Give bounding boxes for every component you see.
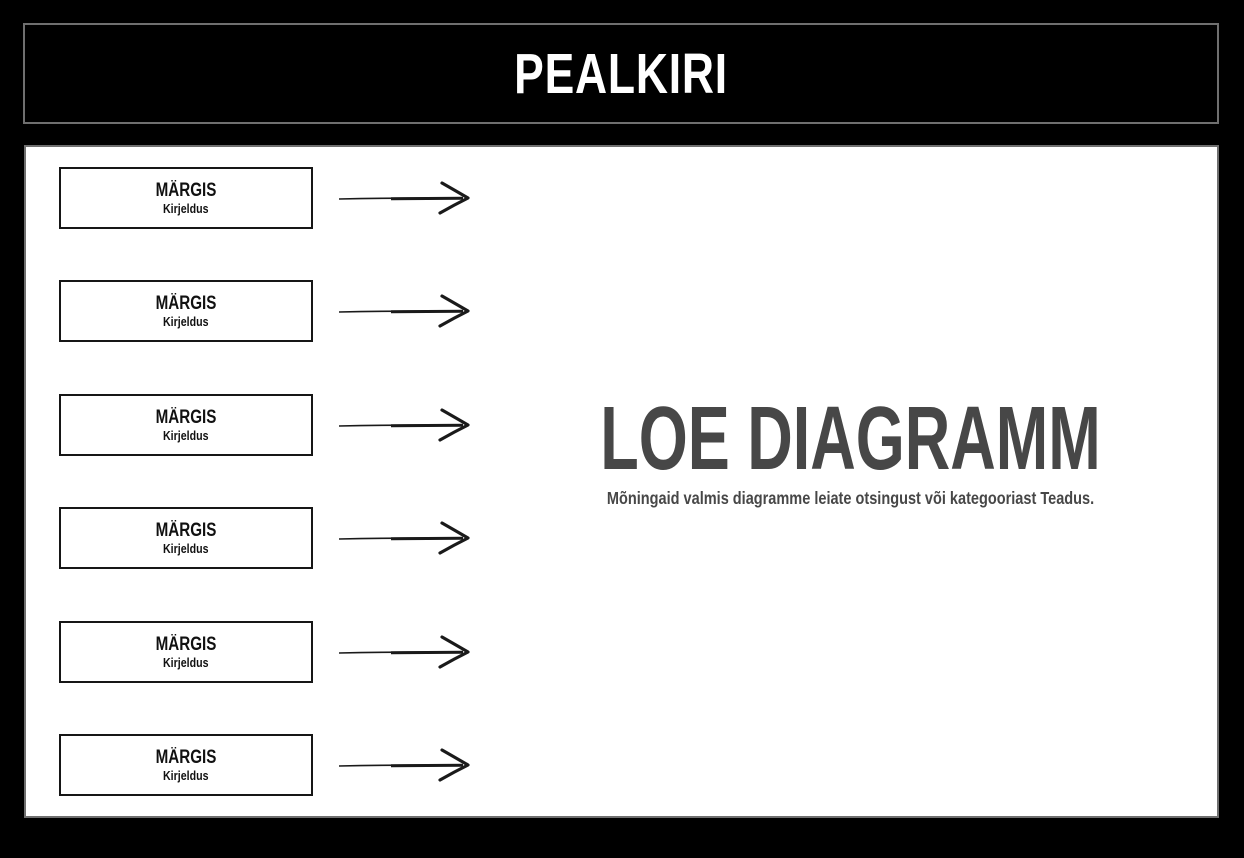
label-description: Kirjeldus	[163, 201, 209, 216]
page-title: PEALKIRI	[514, 41, 728, 106]
content-panel	[24, 145, 1219, 818]
label-description: Kirjeldus	[163, 655, 209, 670]
label-title: MÄRGIS	[155, 633, 217, 655]
diagram-row	[26, 734, 1217, 796]
label-box[interactable]	[59, 394, 313, 456]
label-box[interactable]	[59, 621, 313, 683]
diagram-row	[26, 280, 1217, 342]
sketch-arrow-right-icon	[336, 745, 476, 785]
label-description: Kirjeldus	[163, 541, 209, 556]
label-description: Kirjeldus	[163, 428, 209, 443]
sketch-arrow-right-icon	[336, 632, 476, 672]
diagram-row	[26, 621, 1217, 683]
sketch-arrow-right-icon	[336, 518, 476, 558]
label-description: Kirjeldus	[163, 768, 209, 783]
label-title: MÄRGIS	[155, 292, 217, 314]
label-box[interactable]	[59, 167, 313, 229]
title-banner	[23, 23, 1219, 124]
diagram-row	[26, 507, 1217, 569]
diagram-row	[26, 167, 1217, 229]
sketch-arrow-right-icon	[336, 178, 476, 218]
sketch-arrow-right-icon	[336, 291, 476, 331]
label-box[interactable]	[59, 280, 313, 342]
cta-block	[486, 389, 1215, 509]
label-box[interactable]	[59, 507, 313, 569]
label-description: Kirjeldus	[163, 314, 209, 329]
sketch-arrow-right-icon	[336, 405, 476, 445]
cta-subtitle: Mõningaid valmis diagramme leiate otsingust või kategooriast Teadus.	[606, 487, 1095, 508]
label-title: MÄRGIS	[155, 519, 217, 541]
label-title: MÄRGIS	[155, 746, 217, 768]
label-title: MÄRGIS	[155, 179, 217, 201]
cta-title: LOE DIAGRAMM	[600, 389, 1101, 489]
label-title: MÄRGIS	[155, 406, 217, 428]
label-box[interactable]	[59, 734, 313, 796]
